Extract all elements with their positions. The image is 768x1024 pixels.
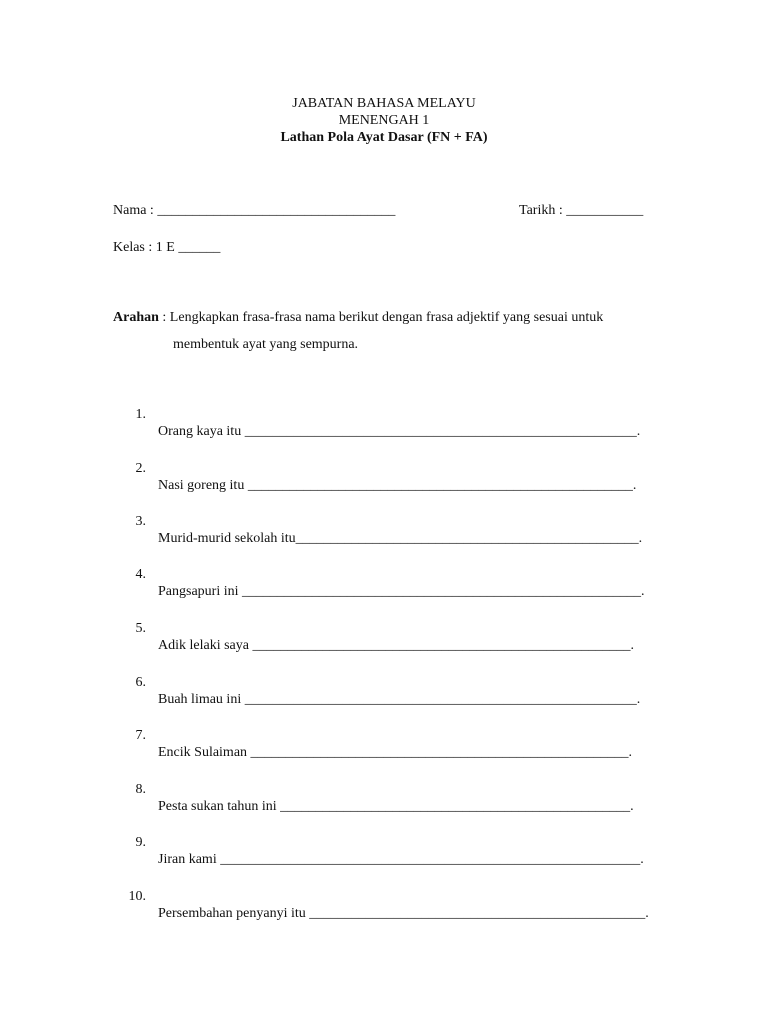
item-number: 6. [135,675,146,690]
item-number: 8. [135,782,146,797]
instructions-line2: membentuk ayat yang sempurna. [173,337,359,352]
item-number: 7. [135,728,146,743]
item-number: 3. [135,514,146,529]
exercise-title: Lathan Pola Ayat Dasar (FN + FA) [280,130,488,145]
instructions-separator: : [158,310,170,325]
item-text[interactable]: Pangsapuri ini _________________________________________________________. [158,584,645,599]
level-title: MENENGAH 1 [338,113,430,128]
instructions-line1: Lengkapkan frasa-frasa nama berikut dengan frasa adjektif yang sesuai untuk [169,310,604,325]
item-text[interactable]: Jiran kami ____________________________________________________________. [158,852,644,867]
item-text[interactable]: Buah limau ini ________________________________________________________. [158,692,641,707]
instructions [113,309,603,326]
document-header [0,95,768,146]
class-field[interactable]: Kelas : 1 E ______ [113,240,221,255]
item-text[interactable]: Persembahan penyanyi itu ________________________________________________. [158,906,649,921]
item-number: 1. [135,407,146,422]
item-text[interactable]: Murid-murid sekolah itu_________________________________________________. [158,531,643,546]
instructions-label: Arahan [113,310,159,325]
item-number: 10. [128,889,146,904]
item-number: 4. [135,567,146,582]
item-text[interactable]: Pesta sukan tahun ini __________________________________________________. [158,799,634,814]
item-text[interactable]: Encik Sulaiman ______________________________________________________. [158,745,633,760]
item-text[interactable]: Adik lelaki saya ______________________________________________________. [158,638,634,653]
department-title: JABATAN BAHASA MELAYU [292,96,476,111]
date-field[interactable]: Tarikh : ___________ [519,203,644,218]
item-number: 5. [135,621,146,636]
list-item[interactable] [0,871,649,939]
item-number: 2. [135,461,146,476]
item-text[interactable]: Orang kaya itu ________________________________________________________. [158,424,641,439]
item-text[interactable]: Nasi goreng itu _______________________________________________________. [158,478,637,493]
name-field[interactable]: Nama : __________________________________ [113,203,396,218]
item-number: 9. [135,835,146,850]
